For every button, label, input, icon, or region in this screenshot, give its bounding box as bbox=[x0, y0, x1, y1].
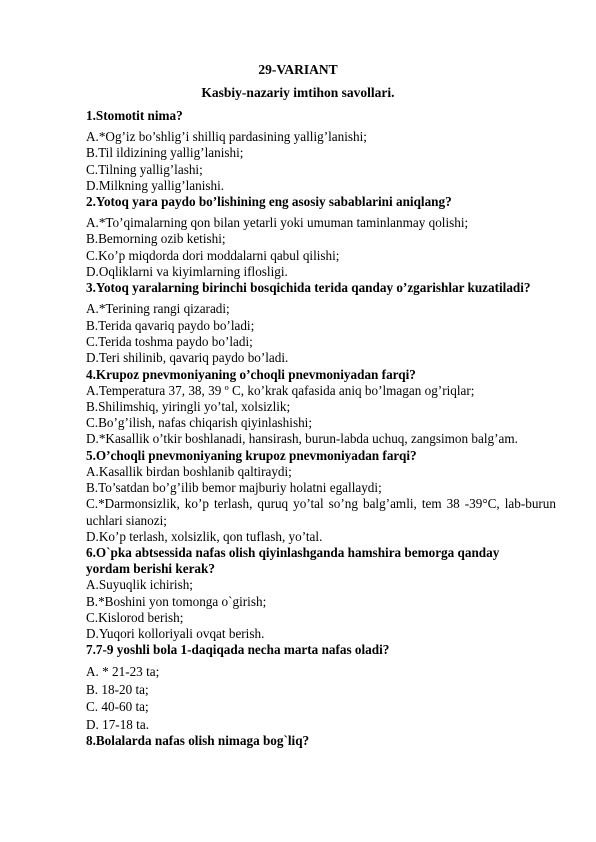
option-5b: B.To’satdan bo’g’ilib bemor majburiy holatni egallaydi; bbox=[86, 480, 382, 496]
question-4: 4.Krupoz pnevmoniyaning o’choqli pnevmoniyadan farqi? bbox=[86, 366, 416, 382]
option-7d: D. 17-18 ta. bbox=[86, 716, 149, 732]
option-6c: C.Kislorod berish; bbox=[86, 609, 184, 625]
question-1: 1.Stomotit nima? bbox=[86, 108, 183, 123]
option-6b: B.*Boshini yon tomonga o`girish; bbox=[86, 593, 267, 609]
option-2d: D.Oqliklarni va kiyimlarning iflosligi. bbox=[86, 264, 288, 280]
option-2b: B.Bemorning ozib ketishi; bbox=[86, 231, 226, 247]
option-6a: A.Suyuqlik ichirish; bbox=[86, 577, 193, 593]
option-5c: C.*Darmonsizlik, ko’p terlash, quruq yo’tal so’ng balg’amli, tem 38 -39°C, lab-burun uchlari sianozi; bbox=[86, 496, 556, 528]
option-2c: C.Ko’p miqdorda dori moddalarni qabul qilishi; bbox=[86, 247, 340, 263]
option-3c: C.Terida toshma paydo bo’ladi; bbox=[86, 333, 253, 349]
option-5d: D.Ko’p terlash, xolsizlik, qon tuflash, yo’tal. bbox=[86, 528, 323, 544]
option-4c: C.Bo’g’ilish, nafas chiqarish qiyinlashishi; bbox=[86, 415, 312, 431]
option-3a: A.*Terining rangi qizaradi; bbox=[86, 301, 230, 317]
question-2: 2.Yotoq yara paydo bo’lishining eng asosiy sabablarini aniqlang? bbox=[86, 194, 452, 210]
option-7c: C. 40-60 ta; bbox=[86, 699, 149, 715]
option-5a: A.Kasallik birdan boshlanib qaltiraydi; bbox=[86, 463, 292, 479]
option-1b: B.Til ildizining yallig’lanishi; bbox=[86, 145, 244, 161]
option-7a: A. * 21-23 ta; bbox=[86, 664, 160, 680]
option-3d: D.Teri shilinib, qavariq paydo bo’ladi. bbox=[86, 350, 289, 366]
question-6: 6.O`pka abtsessida nafas olish qiyinlashganda hamshira bemorga qanday yordam berishi kerak? bbox=[86, 545, 500, 577]
option-7b: B. 18-20 ta; bbox=[86, 681, 149, 697]
option-2a: A.*To’qimalarning qon bilan yetarli yoki umuman taminlanmay qolishi; bbox=[86, 215, 469, 231]
question-8: 8.Bolalarda nafas olish nimaga bog`liq? bbox=[86, 733, 310, 749]
question-5: 5.O’choqli pnevmoniyaning krupoz pnevmoniyadan farqi? bbox=[86, 447, 417, 463]
option-4d: D.*Kasallik o’tkir boshlanadi, hansirash, burun-labda uchuq, zangsimon balg’am. bbox=[86, 431, 518, 447]
questions-list bbox=[86, 108, 556, 749]
question-3: 3.Yotoq yaralarning birinchi bosqichida terida qanday o’zgarishlar kuzatiladi? bbox=[86, 280, 531, 296]
option-1c: C.Tilning yallig’lashi; bbox=[86, 161, 203, 177]
variant-title: 29-VARIANT bbox=[258, 62, 338, 77]
option-4a: A.Temperatura 37, 38, 39 º C, ko’krak qafasida aniq bo’lmagan og’riqlar; bbox=[86, 382, 475, 398]
question-7: 7.7-9 yoshli bola 1-daqiqada necha marta nafas oladi? bbox=[86, 642, 390, 658]
option-1d: D.Milkning yallig’lanishi. bbox=[86, 177, 225, 193]
option-1a: A.*Og’iz bo’shlig’i shilliq pardasining yallig’lanishi; bbox=[86, 129, 367, 144]
option-4b: B.Shilimshiq, yiringli yo’tal, xolsizlik; bbox=[86, 398, 291, 414]
option-6d: D.Yuqori kolloriyali ovqat berish. bbox=[86, 626, 265, 642]
option-3b: B.Terida qavariq paydo bo’ladi; bbox=[86, 317, 255, 333]
document-subtitle: Kasbiy-nazariy imtihon savollari. bbox=[201, 85, 395, 100]
